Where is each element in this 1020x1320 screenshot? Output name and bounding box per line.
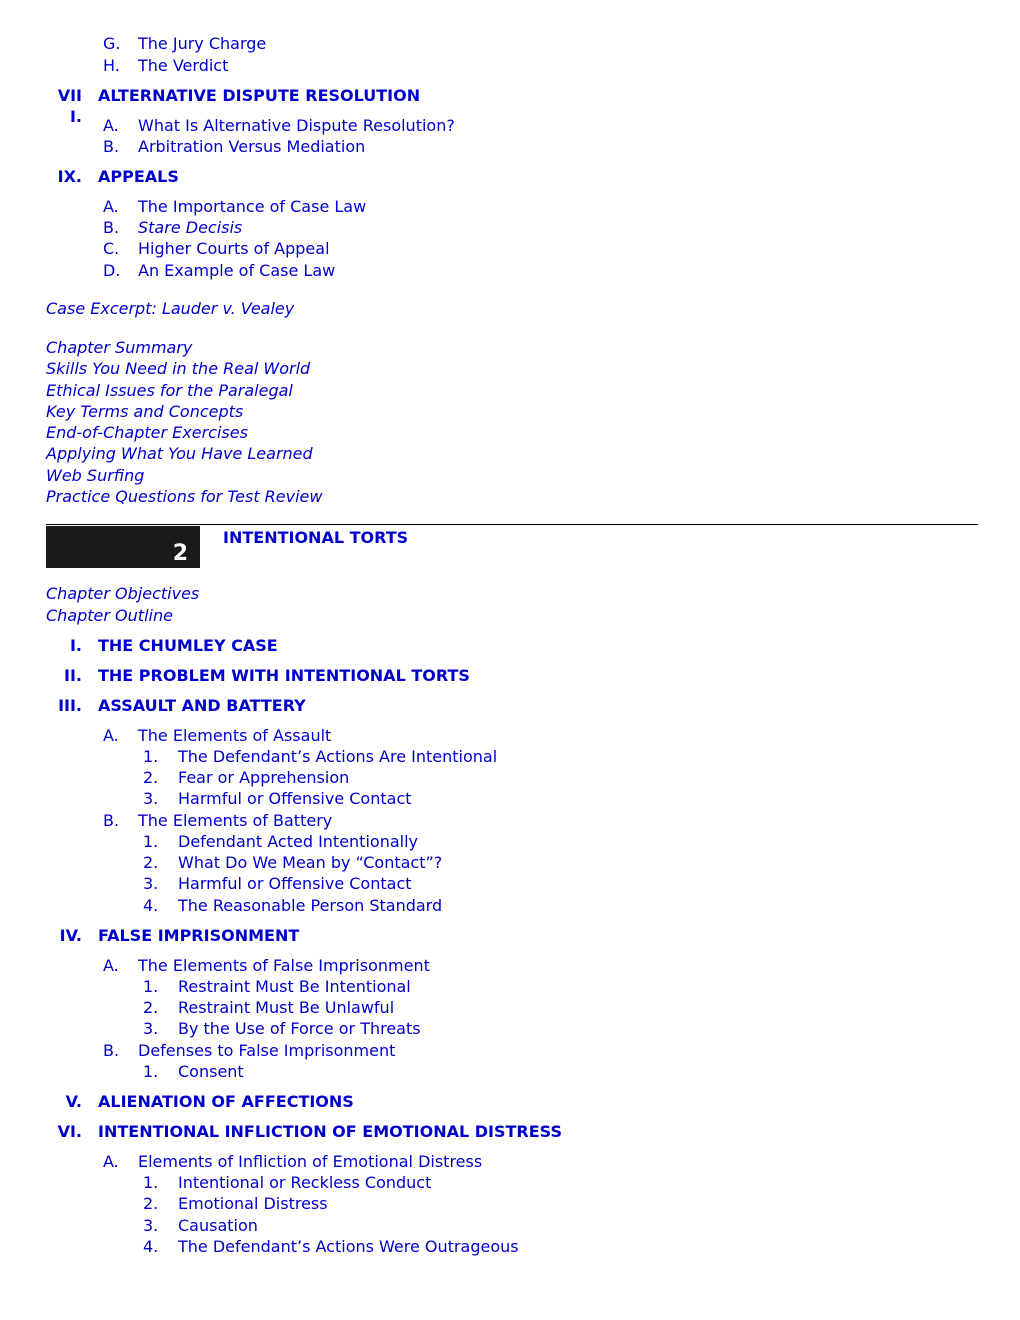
toc-section-emotional-distress[interactable]: INTENTIONAL INFLICTION OF EMOTIONAL DISTRESS — [98, 1122, 562, 1141]
toc-link-importance-case-law[interactable]: The Importance of Case Law — [138, 197, 367, 216]
outline-number: 2. — [143, 853, 159, 872]
chapter-divider — [46, 524, 978, 525]
section-numeral-viii-line1: VII — [57, 86, 82, 105]
section-numeral-ix: IX. — [57, 167, 82, 186]
toc-section-problem[interactable]: THE PROBLEM WITH INTENTIONAL TORTS — [98, 666, 470, 685]
toc-link-applying[interactable]: Applying What You Have Learned — [46, 444, 313, 463]
toc-section-chumley[interactable]: THE CHUMLEY CASE — [98, 636, 278, 655]
toc-link-what-is-adr[interactable]: What Is Alternative Dispute Resolution? — [138, 116, 455, 135]
section-numeral-v: V. — [65, 1092, 82, 1111]
toc-link-acted-intentionally[interactable]: Defendant Acted Intentionally — [178, 832, 418, 851]
toc-link-reasonable-person[interactable]: The Reasonable Person Standard — [178, 896, 443, 915]
chapter-title[interactable]: INTENTIONAL TORTS — [223, 528, 409, 547]
outline-number: 1. — [143, 1173, 159, 1192]
outline-number: 3. — [143, 789, 159, 808]
toc-section-appeals[interactable]: APPEALS — [98, 167, 179, 186]
toc-link-elements-assault[interactable]: The Elements of Assault — [138, 726, 332, 745]
toc-link-ethical-issues[interactable]: Ethical Issues for the Paralegal — [46, 381, 293, 400]
outline-number: 2. — [143, 998, 159, 1017]
outline-letter: B. — [103, 1041, 120, 1060]
toc-link-exercises[interactable]: End-of-Chapter Exercises — [46, 423, 248, 442]
outline-letter: A. — [103, 197, 119, 216]
outline-letter: G. — [103, 34, 121, 53]
toc-link-web-surfing[interactable]: Web Surfing — [46, 466, 145, 485]
outline-letter: H. — [103, 56, 120, 75]
section-numeral-ii: II. — [64, 666, 82, 685]
chapter-number: 2 — [172, 541, 188, 566]
toc-link-jury-charge[interactable]: The Jury Charge — [138, 34, 267, 53]
toc-link-elements-false-imprisonment[interactable]: The Elements of False Imprisonment — [138, 956, 430, 975]
outline-number: 2. — [143, 768, 159, 787]
section-numeral-vi: VI. — [57, 1122, 82, 1141]
outline-letter: B. — [103, 811, 120, 830]
outline-number: 3. — [143, 874, 159, 893]
outline-letter: A. — [103, 1152, 119, 1171]
toc-link-higher-courts[interactable]: Higher Courts of Appeal — [138, 239, 330, 258]
chapter-number-box — [46, 526, 200, 568]
toc-link-defenses[interactable]: Defenses to False Imprisonment — [138, 1041, 396, 1060]
toc-link-reckless-conduct[interactable]: Intentional or Reckless Conduct — [178, 1173, 432, 1192]
toc-link-contact[interactable]: What Do We Mean by “Contact”? — [178, 853, 443, 872]
toc-link-consent[interactable]: Consent — [178, 1062, 244, 1081]
toc-link-causation[interactable]: Causation — [178, 1216, 258, 1235]
outline-letter: B. — [103, 218, 120, 237]
toc-link-actions-intentional[interactable]: The Defendant’s Actions Are Intentional — [178, 747, 498, 766]
toc-section-alienation[interactable]: ALIENATION OF AFFECTIONS — [98, 1092, 354, 1111]
toc-link-elements-battery[interactable]: The Elements of Battery — [138, 811, 333, 830]
outline-letter: C. — [103, 239, 120, 258]
section-numeral-iv: IV. — [59, 926, 82, 945]
toc-section-adr[interactable]: ALTERNATIVE DISPUTE RESOLUTION — [98, 86, 421, 105]
outline-letter: D. — [103, 261, 121, 280]
outline-number: 1. — [143, 832, 159, 851]
section-numeral-iii: III. — [58, 696, 82, 715]
toc-section-false-imprisonment[interactable]: FALSE IMPRISONMENT — [98, 926, 300, 945]
outline-number: 2. — [143, 1194, 159, 1213]
section-numeral-viii-line2: I. — [69, 107, 82, 126]
toc-link-harmful-contact-a[interactable]: Harmful or Offensive Contact — [178, 789, 412, 808]
outline-number: 1. — [143, 1062, 159, 1081]
toc-link-fear[interactable]: Fear or Apprehension — [178, 768, 350, 787]
outline-letter: A. — [103, 726, 119, 745]
toc-link-arbitration-vs-mediation[interactable]: Arbitration Versus Mediation — [138, 137, 366, 156]
toc-link-practice-questions[interactable]: Practice Questions for Test Review — [46, 487, 323, 506]
outline-letter: B. — [103, 137, 120, 156]
section-numeral-i: I. — [69, 636, 82, 655]
toc-link-chapter-objectives[interactable]: Chapter Objectives — [46, 584, 200, 603]
toc-link-skills[interactable]: Skills You Need in the Real World — [46, 359, 311, 378]
outline-number: 1. — [143, 747, 159, 766]
outline-number: 1. — [143, 977, 159, 996]
toc-link-key-terms[interactable]: Key Terms and Concepts — [46, 402, 244, 421]
outline-letter: A. — [103, 956, 119, 975]
toc-link-case-excerpt[interactable]: Case Excerpt: Lauder v. Vealey — [46, 299, 295, 318]
toc-link-emotional-distress[interactable]: Emotional Distress — [178, 1194, 328, 1213]
outline-number: 3. — [143, 1019, 159, 1038]
toc-link-stare-decisis[interactable]: Stare Decisis — [138, 218, 243, 237]
toc-link-elements-distress[interactable]: Elements of Infliction of Emotional Distress — [138, 1152, 483, 1171]
outline-number: 3. — [143, 1216, 159, 1235]
toc-link-verdict[interactable]: The Verdict — [138, 56, 229, 75]
toc-link-force-threats[interactable]: By the Use of Force or Threats — [178, 1019, 421, 1038]
toc-link-restraint-intentional[interactable]: Restraint Must Be Intentional — [178, 977, 411, 996]
toc-link-restraint-unlawful[interactable]: Restraint Must Be Unlawful — [178, 998, 395, 1017]
toc-link-chapter-outline[interactable]: Chapter Outline — [46, 606, 173, 625]
outline-number: 4. — [143, 896, 159, 915]
toc-section-assault-battery[interactable]: ASSAULT AND BATTERY — [98, 696, 306, 715]
outline-number: 4. — [143, 1237, 159, 1256]
toc-link-example-case-law[interactable]: An Example of Case Law — [138, 261, 336, 280]
toc-link-chapter-summary[interactable]: Chapter Summary — [46, 338, 193, 357]
toc-link-outrageous[interactable]: The Defendant’s Actions Were Outrageous — [178, 1237, 519, 1256]
outline-letter: A. — [103, 116, 119, 135]
toc-link-harmful-contact-b[interactable]: Harmful or Offensive Contact — [178, 874, 412, 893]
